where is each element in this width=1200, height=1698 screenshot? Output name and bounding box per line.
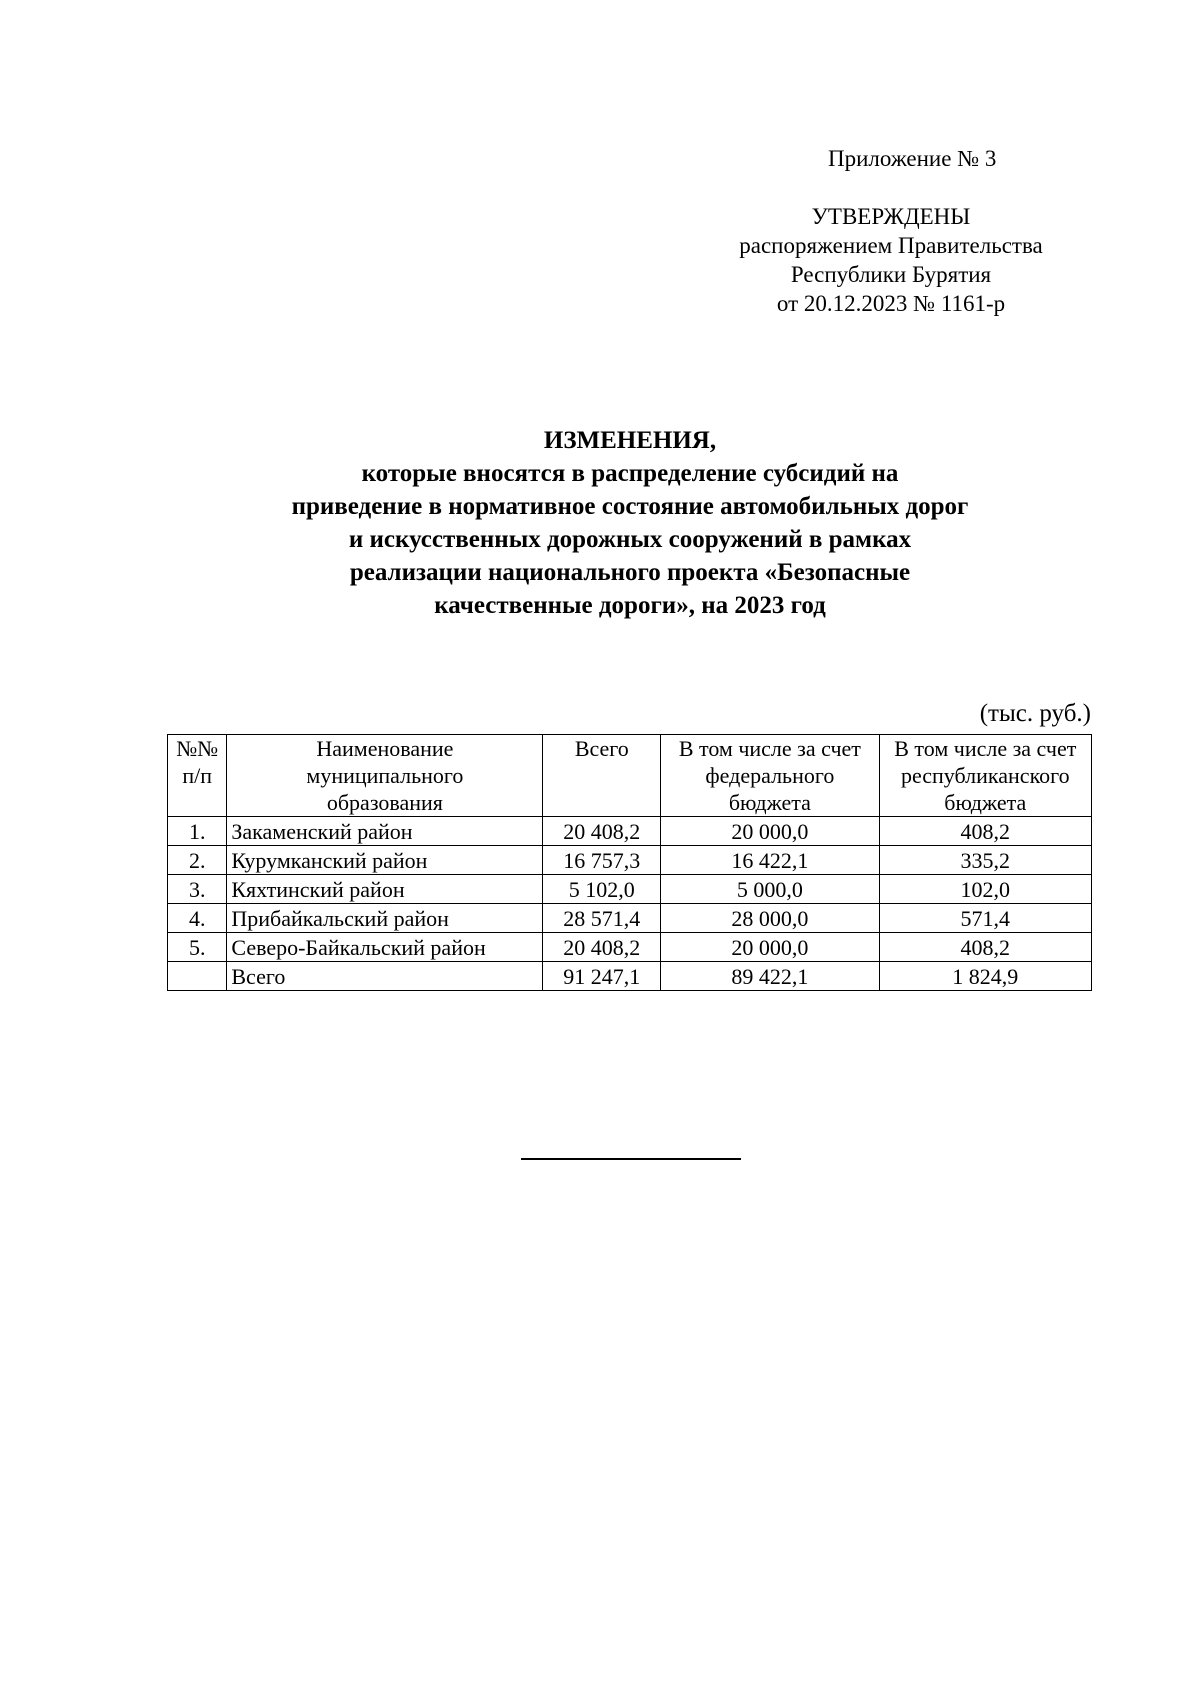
title-line: приведение в нормативное состояние автомобильных дорог <box>291 493 969 520</box>
header-text: республиканского <box>900 763 1070 788</box>
header-num <box>168 735 227 817</box>
cell-republic: 408,2 <box>879 933 1091 962</box>
header-text: В том числе за счет <box>894 736 1077 761</box>
document-title <box>160 424 1100 622</box>
title-line: реализации национального проекта «Безопасные <box>349 559 911 586</box>
title-line: и искусственных дорожных сооружений в рамках <box>348 526 912 553</box>
cell-federal: 16 422,1 <box>661 846 879 875</box>
header-text: Всего <box>574 736 629 761</box>
table-row <box>168 846 1092 875</box>
cell-name: Курумканский район <box>227 846 543 875</box>
cell-republic: 102,0 <box>879 875 1091 904</box>
cell-republic: 335,2 <box>879 846 1091 875</box>
header-republic <box>879 735 1091 817</box>
header-text: п/п <box>182 763 213 788</box>
cell-num: 2. <box>168 846 227 875</box>
title-line: качественные дороги», на 2023 год <box>434 592 826 619</box>
header-text: бюджета <box>944 790 1027 815</box>
units-note: (тыс. руб.) <box>979 700 1091 727</box>
table-header-row <box>168 735 1092 817</box>
header-text: федерального <box>705 763 835 788</box>
cell-federal: 28 000,0 <box>661 904 879 933</box>
table-row <box>168 933 1092 962</box>
cell-num: 5. <box>168 933 227 962</box>
cell-num: 1. <box>168 817 227 846</box>
approval-region: Республики Бурятия <box>790 262 992 287</box>
cell-total: 5 102,0 <box>543 875 661 904</box>
header-text: №№ <box>176 736 219 761</box>
subsidy-table <box>167 734 1092 991</box>
cell-num: 3. <box>168 875 227 904</box>
header-text: В том числе за счет <box>678 736 861 761</box>
approval-heading: УТВЕРЖДЕНЫ <box>811 204 971 229</box>
cell-name: Закаменский район <box>227 817 543 846</box>
cell-total: 20 408,2 <box>543 817 661 846</box>
cell-total: 91 247,1 <box>543 962 661 991</box>
header-total <box>543 735 661 817</box>
cell-num <box>168 962 227 991</box>
approval-date-number: от 20.12.2023 № 1161-р <box>776 291 1006 316</box>
table-total-row <box>168 962 1092 991</box>
cell-republic: 408,2 <box>879 817 1091 846</box>
cell-total: 16 757,3 <box>543 846 661 875</box>
approval-block <box>700 202 1082 318</box>
cell-republic: 1 824,9 <box>879 962 1091 991</box>
cell-republic: 571,4 <box>879 904 1091 933</box>
cell-num: 4. <box>168 904 227 933</box>
header-federal <box>661 735 879 817</box>
cell-name: Кяхтинский район <box>227 875 543 904</box>
cell-total: 28 571,4 <box>543 904 661 933</box>
header-name <box>227 735 543 817</box>
header-text: образования <box>326 790 443 815</box>
cell-federal: 20 000,0 <box>661 817 879 846</box>
header-text: Наименование <box>316 736 454 761</box>
table-row <box>168 904 1092 933</box>
cell-name: Прибайкальский район <box>227 904 543 933</box>
header-text: бюджета <box>728 790 811 815</box>
cell-federal: 89 422,1 <box>661 962 879 991</box>
cell-federal: 20 000,0 <box>661 933 879 962</box>
cell-total: 20 408,2 <box>543 933 661 962</box>
cell-federal: 5 000,0 <box>661 875 879 904</box>
approval-authority: распоряжением Правительства <box>739 233 1043 258</box>
table-row <box>168 875 1092 904</box>
title-line: которые вносятся в распределение субсидий на <box>361 460 899 487</box>
closing-rule <box>521 1158 741 1160</box>
cell-name: Всего <box>227 962 543 991</box>
appendix-label: Приложение № 3 <box>828 146 997 171</box>
title-line: ИЗМЕНЕНИЯ, <box>543 427 717 454</box>
header-text: муниципального <box>306 763 464 788</box>
cell-name: Северо-Байкальский район <box>227 933 543 962</box>
table-row <box>168 817 1092 846</box>
